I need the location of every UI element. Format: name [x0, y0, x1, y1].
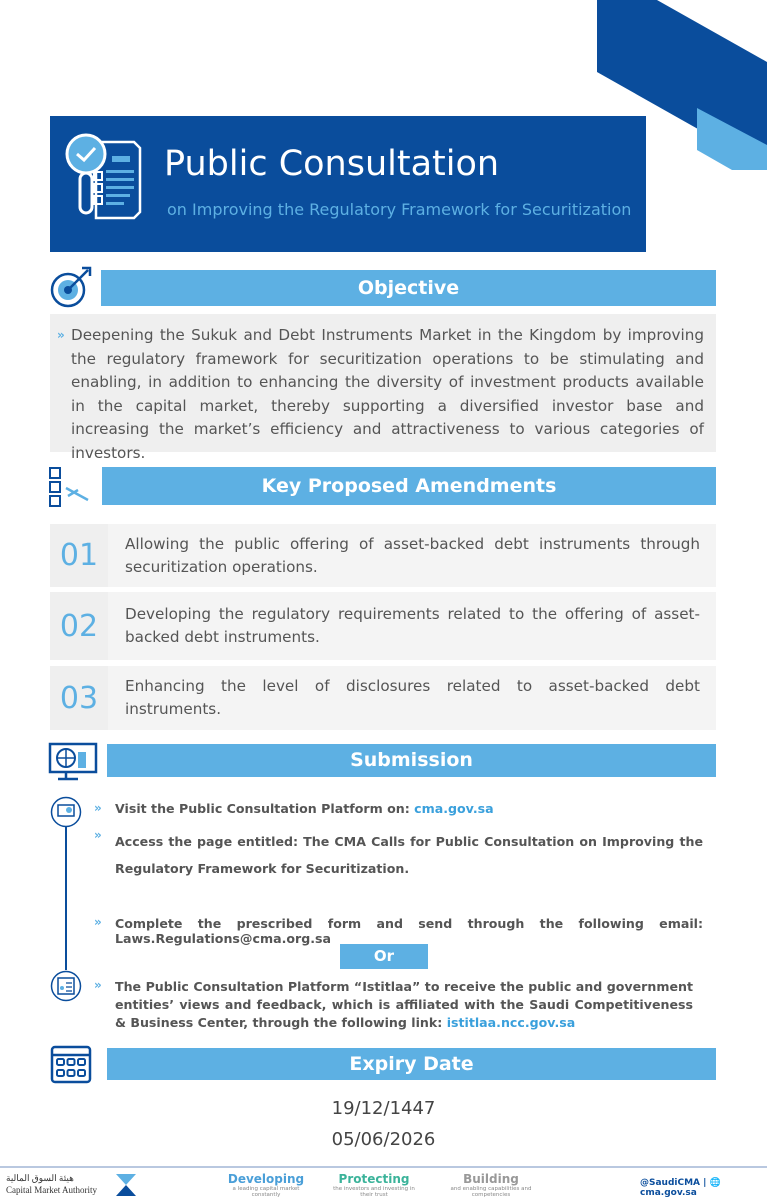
submission-step-3: Complete the prescribed form and send through the following email: Laws.Regulations@cma.org.sa: [115, 916, 703, 946]
expiry-date-gregorian: 05/06/2026: [331, 1129, 436, 1150]
amendment-item: [50, 592, 716, 660]
consultation-document-icon: [64, 128, 154, 220]
footer: [0, 1166, 767, 1200]
logo-english: Capital Market Authority: [6, 1185, 97, 1195]
website-link[interactable]: cma.gov.sa: [640, 1188, 697, 1198]
objective-panel: [50, 314, 716, 462]
calendar-icon: [50, 1042, 92, 1084]
amendment-item: [50, 524, 716, 587]
amendment-number: 02: [59, 608, 99, 644]
amendment-number: 03: [59, 680, 99, 716]
checklist-icon: [48, 464, 92, 508]
form-icon: [50, 970, 82, 1002]
or-divider: Or: [340, 944, 428, 969]
submission-step-4: [115, 978, 693, 1032]
computer-globe-icon: [48, 742, 100, 782]
amendment-text: Enhancing the level of disclosures related to asset-backed debt instruments.: [108, 666, 716, 730]
header-banner: [50, 116, 646, 252]
cma-logo-mark: [116, 1174, 136, 1196]
amendment-text: Allowing the public offering of asset-backed debt instruments through securitization operations.: [108, 524, 716, 587]
target-icon: [48, 264, 94, 308]
submission-heading: Submission: [107, 744, 716, 777]
chevron-icon: »: [94, 978, 102, 992]
objective-text: Deepening the Sukuk and Debt Instruments Market in the Kingdom by improving the regulatory framework for securitization operations to be stimulating and enabling, in addition to enhancing the diversity of investment products available in the capital market, thereby supporting a diversified investor base and increasing the market’s efficiency and attractiveness to various categories of investors.: [71, 326, 704, 462]
twitter-handle[interactable]: @SaudiCMA: [640, 1178, 701, 1188]
expiry-date-hijri: 19/12/1447: [331, 1098, 436, 1119]
amendment-item: [50, 666, 716, 730]
pillar-sub: and enabling capabilities and competencies: [450, 1186, 532, 1198]
chevron-icon: »: [57, 328, 65, 342]
pillar-title: Building: [463, 1172, 519, 1186]
pillar-building: [436, 1172, 546, 1198]
page-title: Public Consultation: [164, 144, 500, 184]
amendment-text: Developing the regulatory requirements related to the offering of asset-backed debt instruments.: [108, 592, 716, 660]
pillar-title: Protecting: [338, 1172, 410, 1186]
logo-arabic: هيئة السوق المالية: [6, 1173, 74, 1183]
submission-step-1: [115, 801, 703, 816]
amendments-heading: Key Proposed Amendments: [102, 467, 716, 505]
amendment-number: 01: [59, 538, 99, 573]
chevron-icon: »: [94, 828, 102, 842]
pillar-sub: a leading capital market constantly: [232, 1186, 300, 1198]
chevron-icon: »: [94, 915, 102, 929]
pillar-title: Developing: [227, 1172, 305, 1186]
istitlaa-link[interactable]: istitlaa.ncc.gov.sa: [446, 1015, 576, 1030]
expiry-heading: Expiry Date: [107, 1048, 716, 1080]
page-subtitle: on Improving the Regulatory Framework for Securitization: [167, 200, 632, 219]
step-text: Visit the Public Consultation Platform on:: [115, 801, 415, 816]
step-text: The Public Consultation Platform “Istitlaa” to receive the public and government entities’ views and feedback, which is affiliated with the Saudi Competitiveness & Business Center, through the following link:: [115, 979, 693, 1030]
chevron-icon: »: [94, 801, 102, 815]
globe-icon: 🌐: [709, 1178, 721, 1188]
pillar-developing: [220, 1172, 312, 1198]
pillar-sub: the investors and investing in their trust: [333, 1186, 415, 1198]
pillar-protecting: [326, 1172, 422, 1198]
cma-logo: [6, 1172, 97, 1196]
objective-heading: Objective: [101, 270, 716, 306]
submission-step-2: Access the page entitled: The CMA Calls for Public Consultation on Improving the Regulatory Framework for Securitization.: [115, 834, 703, 876]
timeline-line: [65, 826, 67, 970]
social-links: @SaudiCMA | 🌐cma.gov.sa: [640, 1178, 721, 1198]
cma-link[interactable]: cma.gov.sa: [414, 801, 494, 816]
platform-icon: [50, 796, 82, 828]
